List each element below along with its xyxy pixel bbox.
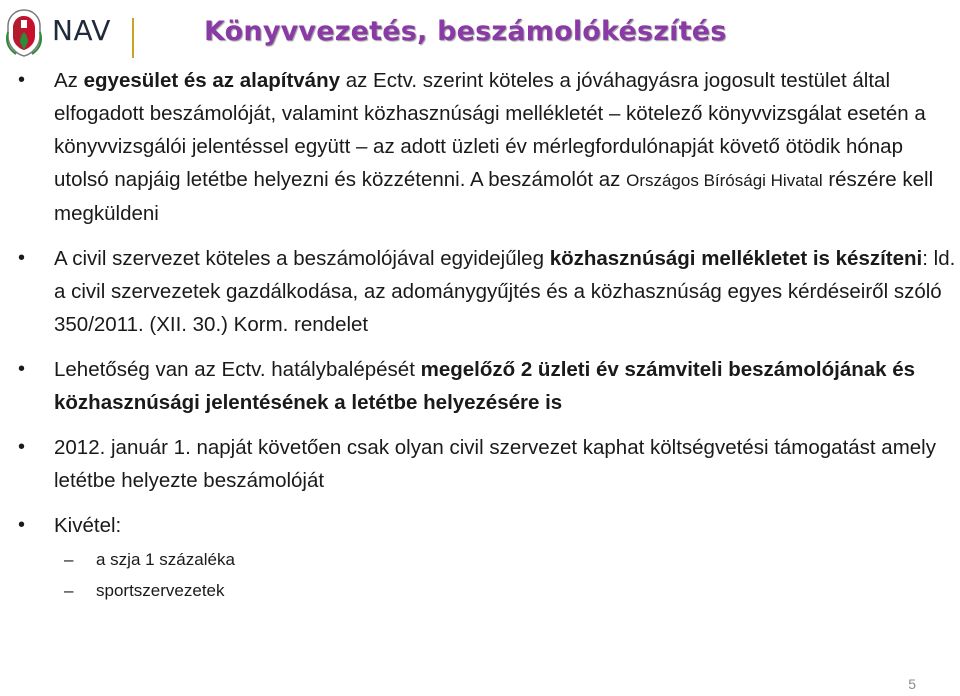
bullet-text: Az <box>54 69 84 92</box>
bullet-list <box>16 64 956 606</box>
dash-marker: – <box>64 581 74 600</box>
bullet-text: Kivétel: <box>54 514 122 537</box>
sub-bullet-text: a szja 1 százaléka <box>96 550 235 569</box>
nav-logo <box>4 4 154 60</box>
bullet-item <box>16 353 956 419</box>
bullet-item <box>16 431 956 497</box>
sub-bullet-item <box>16 544 956 575</box>
bullet-item <box>16 64 956 230</box>
logo-text: NAV <box>52 14 111 47</box>
dash-marker: – <box>64 550 74 569</box>
bullet-text: A civil szervezet köteles a beszámolójával egyidejűleg <box>54 247 550 270</box>
page-number: 5 <box>908 676 916 692</box>
bullet-text: : ld. a civil szervezetek gazdálkodása, az adománygyűjtés és a közhasznúság egyes kérdéseiről szóló 350/2011. (XII. 30.) Korm. rendelet <box>54 247 956 336</box>
bullet-text: 2012. január 1. napját követően csak olyan civil szervezet kaphat költségvetési támogatást amely letétbe helyezte beszámolóját <box>54 436 936 492</box>
bullet-bold-text: megelőző 2 üzleti év számviteli beszámolójának és közhasznúsági jelentésének a letétbe helyezésére is <box>54 358 916 414</box>
hungarian-coat-of-arms-icon <box>4 6 44 58</box>
bullet-text: az Ectv. szerint köteles a jóváhagyásra jogosult testület által elfogadott beszámolóját, valamint közhasznúsági mellékletét – kötelező könyvvizsgálat esetén a könyvvizsgálói jelentéssel együtt – az adott üzleti év mérlegfordulónapját követő ötödik hónap utolsó napjáig letétbe helyezni és közzétenni. A beszámolót az <box>54 69 926 191</box>
sub-bullet-text: sportszervezetek <box>96 581 225 600</box>
bullet-bold-text: közhasznúsági mellékletet is készíteni <box>549 247 923 270</box>
bullet-item <box>16 509 956 542</box>
bullet-item <box>16 242 956 341</box>
bullet-bold-text: egyesület és az alapítvány <box>83 69 341 92</box>
bullet-text: Lehetőség van az Ectv. hatálybalépését <box>54 358 421 381</box>
bullet-small-text: Országos Bírósági Hivatal <box>626 171 823 190</box>
bullet-text: részére kell megküldeni <box>54 168 934 225</box>
page-title: Könyvvezetés, beszámolókészítés <box>204 16 727 47</box>
sub-bullet-item <box>16 575 956 606</box>
logo-divider <box>132 18 134 58</box>
